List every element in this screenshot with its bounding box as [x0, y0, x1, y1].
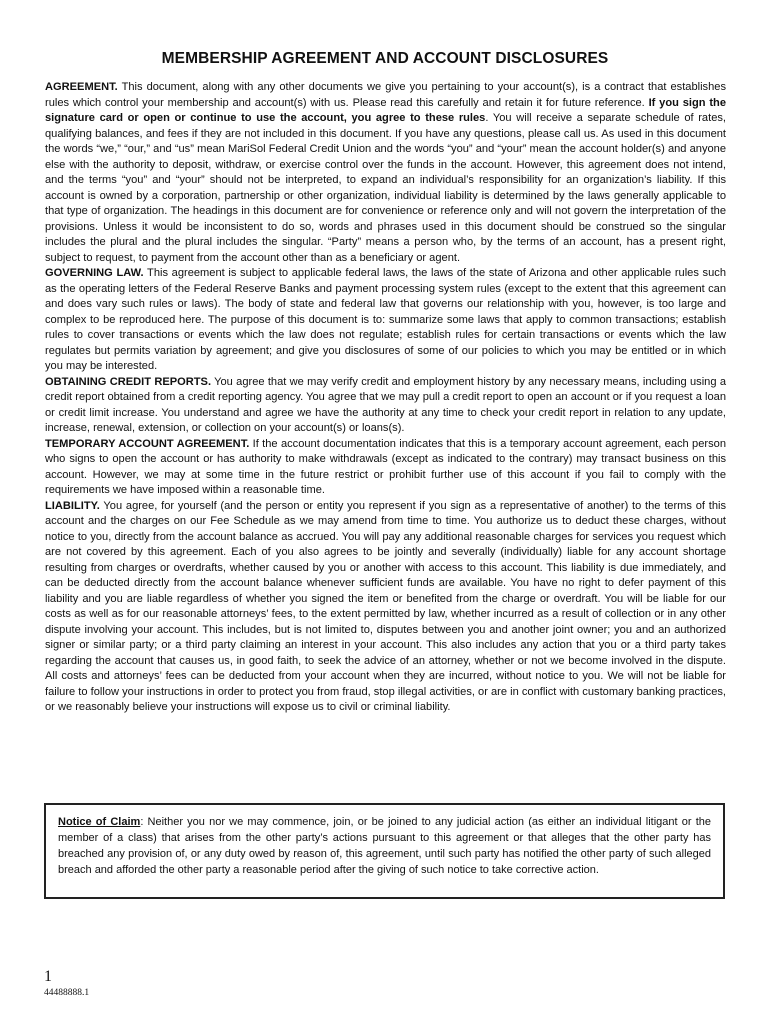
- notice-heading: Notice of Claim: [58, 816, 141, 828]
- section-heading: GOVERNING LAW.: [45, 267, 144, 279]
- section-text: You agree, for yourself (and the person or entity you represent if you sign as a representative of another) to the terms of this account and the charges on our Fee Schedule as we may amend from time to time. You authorize us to deduct these charges, without notice to you, directly from the account balance as accrued. You will pay any additional reasonable charges for services you request which are not covered by this agreement. Each of you also agrees to be jointly and severally (individually) liable for any account shortage resulting from charges or overdrafts, whether caused by you or another with access to this account. This liability is due immediately, and can be deducted directly from the account balance whenever sufficient funds are available. You have no right to defer payment of this liability and you are liable regardless of whether you signed the item or benefited from the charge or overdraft. You will be liable for our costs as well as for our reasonable attorneys’ fees, to the extent permitted by law, whether incurred as a result of collection or in any other dispute involving your account. This includes, but is not limited to, disputes between you and another joint owner; you and an authorized signer or similar party; or a third party claiming an interest in your account. This also includes any action that you or a third party takes regarding the account that causes us, in good faith, to seek the advice of an attorney, whether or not we become involved in the dispute. All costs and attorneys’ fees can be deducted from your account when they are incurred, without notice to you. We will not be liable for failure to follow your instructions in order to protect you from fraud, stop illegal activities, or are in conflict with customary banking practices, or we reasonably believe your instructions will expose us to civil or criminal liability.: [45, 499, 726, 713]
- section-agreement: [45, 80, 726, 266]
- page-number: 1: [44, 968, 52, 985]
- section-text: This agreement is subject to applicable federal laws, the laws of the state of Arizona and other applicable rules such as the operating letters of the Federal Reserve Banks and payment processing system rules (except to the extent that this agreement can and does vary such rules or laws). The body of state and federal law that governs our relationship with you, however, is too large and complex to be reproduced here. The purpose of this document is to: summarize some laws that apply to common transactions; establish rules to cover transactions or events which the law does not regulate; establish rules for certain transactions or events which the law regulates but permits variation by agreement; and give you disclosures of some of our policies to which you may be entitled or in which you may be interested.: [45, 267, 726, 372]
- section-temporary-account-agreement: [45, 437, 726, 499]
- section-heading: LIABILITY.: [45, 499, 100, 512]
- section-heading: OBTAINING CREDIT REPORTS.: [45, 375, 212, 388]
- section-text: . You will receive a separate schedule of rates, qualifying balances, and fees if they are not included in this document. If you have any questions, please call us. As used in this document the words “we,” “our,” and “us” mean MariSol Federal Credit Union and the words “you” and “your” mean the account holder(s) and anyone else with the authority to deposit, withdraw, or exercise control over the funds in the account. However, this agreement does not intend, and the terms “you” and “your” should not be interpreted, to expand an individual’s responsibility for an organization’s liability. If this account is owned by a corporation, partnership or other organization, individual liability is determined by the laws generally applicable to that type of organization. The headings in this document are for convenience or reference only and will not govern the interpretation of the provisions. Unless it would be inconsistent to do so, words and phrases used in this document should be construed so the singular includes the plural and the plural includes the singular. “Party” means a person who, by the terms of an account, has a present right, subject to request, to payment from the account other than as a beneficiary or agent.: [45, 112, 726, 264]
- section-heading: AGREEMENT.: [45, 81, 118, 93]
- section-text: You agree that we may verify credit and employment history by any necessary means, including using a credit report obtained from a credit reporting agency. You agree that we may pull a credit report to open an account or if you request a loan or credit limit increase. You understand and agree we have the authority at any time to check your credit report in relation to any update, increase, renewal, extension, or collection on your account(s) or loans(s).: [45, 375, 726, 434]
- section-text: This document, along with any other documents we give you pertaining to your account(s), is a contract that establishes rules which control your membership and account(s) with us. Please read this carefully and retain it for future reference.: [45, 81, 726, 109]
- section-governing-law: [45, 266, 726, 375]
- section-obtaining-credit-reports: [45, 375, 726, 437]
- notice-of-claim-box: [44, 803, 725, 899]
- section-heading: TEMPORARY ACCOUNT AGREEMENT.: [45, 437, 250, 450]
- document-body: [45, 80, 726, 716]
- section-bold-text: If you sign the signature card or open or continue to use the account, you agree to these rules: [45, 96, 726, 124]
- document-title: MEMBERSHIP AGREEMENT AND ACCOUNT DISCLOSURES: [161, 50, 609, 67]
- notice-text: : Neither you nor we may commence, join, or be joined to any judicial action (as either an individual litigant or the member of a class) that arises from the other party’s actions pursuant to this agreement or that alleges that the other party has breached any provision of, or any duty owed by reason of, this agreement, until such party has notified the other party of such alleged breach and afforded the other party a reasonable period after the giving of such notice to take corrective action.: [58, 816, 712, 876]
- section-text: If the account documentation indicates that this is a temporary account agreement, each person who signs to open the account or has authority to make withdrawals (except as indicated to the contrary) may transact business on this account. However, we may at some time in the future restrict or prohibit further use of this account if you fail to comply with the requirements we have imposed within a reasonable time.: [45, 437, 726, 496]
- document-code: 44488888.1: [44, 988, 90, 998]
- section-liability: [45, 499, 726, 716]
